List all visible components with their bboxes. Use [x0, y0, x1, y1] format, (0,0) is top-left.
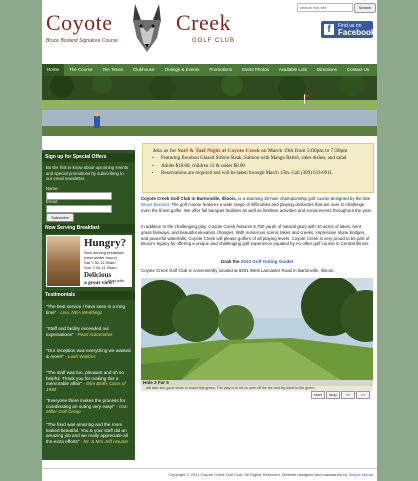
testimonial: "Staff and facility exceeded our expectations" - Pearl Automotive [46, 326, 113, 337]
outing-guide-line: Grab the 2010 Golf Outing Guide! [220, 259, 294, 264]
search-input[interactable]: search this site [297, 3, 353, 12]
hero-golf-image [42, 76, 377, 136]
slideshow-prev-button[interactable]: << [341, 391, 355, 399]
nav-contact-us[interactable]: Contact Us [346, 67, 370, 72]
photo-caption-title: Hole 3 Par 5 [141, 380, 373, 386]
footer-copyright: Copyright © 2011 Coyote Creek Golf Club. All Rights Reserved. Website designed and maintained by Simple Mama [168, 472, 373, 477]
nav-directions[interactable]: Directions [316, 67, 337, 72]
event-title: Join us for Surf & Turf Night at Coyote Creek on March 19th from 5:00pm to 7:30pm [153, 148, 348, 154]
event-detail-reservations: • Reservations are required and will be taken through March 15th. Call (309) 633-0911. [161, 170, 346, 178]
breakfast-line-5: food with [108, 278, 125, 283]
signup-heading: Sign up for Special Offers [42, 153, 135, 162]
testimonial: "Everyone there makes the process for coordinating an outing very easy!" - Dan Miller Golf Group [46, 398, 128, 415]
event-detail-price: • Adults $18.00; children 12 & under $8.00 [161, 163, 346, 171]
name-label: Name: [46, 186, 59, 191]
photo-caption-text: ...will take two good shots to reach this green. The play is to hit on over off the tee and lay short to the green [141, 386, 373, 391]
nav-available-lots[interactable]: Available Lots [278, 67, 307, 72]
nav-clubhouse[interactable]: Clubhouse [133, 67, 155, 72]
breakfast-line-3: Sat 7:30-11:30am [84, 260, 116, 265]
breakfast-photo [47, 236, 80, 286]
testimonial: "The staff was fun, pleasant and oh so helpful. Thank you for making this a memorable affair" - Elim Bluffs Class of 1980 [46, 370, 126, 392]
facebook-badge[interactable] [321, 21, 376, 38]
main-nav [42, 64, 377, 76]
testimonials-heading: Testimonials [42, 291, 135, 300]
logo-signature-course: Bruce Borland Signature Course [46, 38, 118, 44]
testimonial: "Our reception was everything we wanted & more!" - Leah Watkins [46, 348, 131, 359]
event-detail-menu: • Featuring Bourbon Glazed Sirloin Steak, Salmon with Mango Relish, sides dishes, and salad [161, 155, 346, 163]
nav-promotions[interactable]: Promotions [209, 67, 233, 72]
breakfast-hungry: Hungry? [84, 237, 127, 249]
nav-event-photos[interactable]: Event Photos [242, 67, 269, 72]
outing-guide-link[interactable]: 2010 Golf Outing Guide! [240, 259, 294, 264]
logo-word-coyote[interactable]: Coyote [46, 10, 113, 35]
breakfast-ad[interactable] [46, 235, 132, 287]
footer [42, 468, 377, 481]
course-paragraph: In addition to the challenging play, Coyote Creek features 6,700 yards of natural glory with 10 acres of lakes, bent grass fairways, and beautiful elevation changes. With numerous scenic lakes and creeks, impressive stone bridges, and peaceful waterfalls, Coyote Creek will please golfers of all playing levels. Coyote Creek is very proud to be part of Bruce's legacy by offering a unique and challenging golf experience equaled by no other golf course in Central Illinois. [141, 224, 370, 247]
facebook-icon: f [324, 24, 334, 35]
nav-tee-times[interactable]: Tee Times [102, 67, 124, 72]
nav-home[interactable]: Home [42, 64, 64, 76]
slideshow-start-button[interactable]: start [311, 391, 325, 399]
testimonial: "The best service I have seen in a long time" - Lisa, NEA Weddings [46, 304, 126, 315]
event-details-list [153, 155, 346, 178]
nav-the-course[interactable]: The Course [69, 67, 93, 72]
logo-word-creek[interactable]: Creek [176, 10, 232, 35]
header [42, 0, 377, 64]
event-announcement [142, 143, 374, 193]
subscribe-button[interactable]: Subscribe [46, 213, 74, 222]
signup-description: Be the first to know about upcoming events and special promotions by subscribing to our email newsletter. [46, 165, 129, 181]
intro-paragraph: Coyote Creek Golf Club in Bartonville, Illinois, is a stunning 18-hole championship golf course designed by the late Bruce Borland. The golf course features a wide range of difficulties and playing obstacles that are sure to challenge even the finest golfer. We offer full banquet facilities as well as limitless activities and social events throughout the year. [141, 196, 372, 213]
breakfast-line-1: Now serving breakfast [84, 250, 124, 255]
sidebar [42, 150, 135, 460]
email-label: Email: [46, 199, 58, 204]
logo-golf-club: GOLF CLUB [192, 38, 236, 44]
search-button[interactable]: Search [354, 3, 376, 13]
page [42, 0, 377, 480]
nav-outings-events[interactable]: Outings & Events [164, 67, 200, 72]
breakfast-delicious: Delicious [84, 271, 112, 279]
facebook-find-label: Find us on [338, 23, 362, 29]
testimonial: "The food was amazing and the room looked beautiful. You & your staff did an amazing job and we really appreciate all the extra efforts" - Mr. & Mrs Jeff Hauner [46, 422, 129, 444]
breakfast-heading: Now Serving Breakfast [42, 224, 135, 233]
slideshow-stop-button[interactable]: stop [326, 391, 340, 399]
breakfast-line-4: Sun 7:30-11:30am [84, 265, 117, 270]
course-photo [141, 278, 373, 380]
coyote-logo-icon[interactable] [125, 2, 169, 54]
email-field[interactable] [46, 205, 112, 213]
designer-link[interactable]: Simple Mama [348, 472, 373, 477]
location-paragraph: Coyote Creek Golf Club is conveniently located at 8201 West Lancaster Road in Bartonville, Illinois. [141, 268, 335, 273]
event-name: Surf & Turf Night at Coyote Creek [177, 148, 260, 154]
bruce-borland-link[interactable]: Bruce Borland [141, 201, 169, 207]
breakfast-great-view: a great view! [84, 280, 115, 286]
breakfast-line-2: (new winter hours) [84, 255, 117, 260]
facebook-label: Facebook [338, 28, 376, 37]
slideshow-next-button[interactable]: >> [356, 391, 370, 399]
